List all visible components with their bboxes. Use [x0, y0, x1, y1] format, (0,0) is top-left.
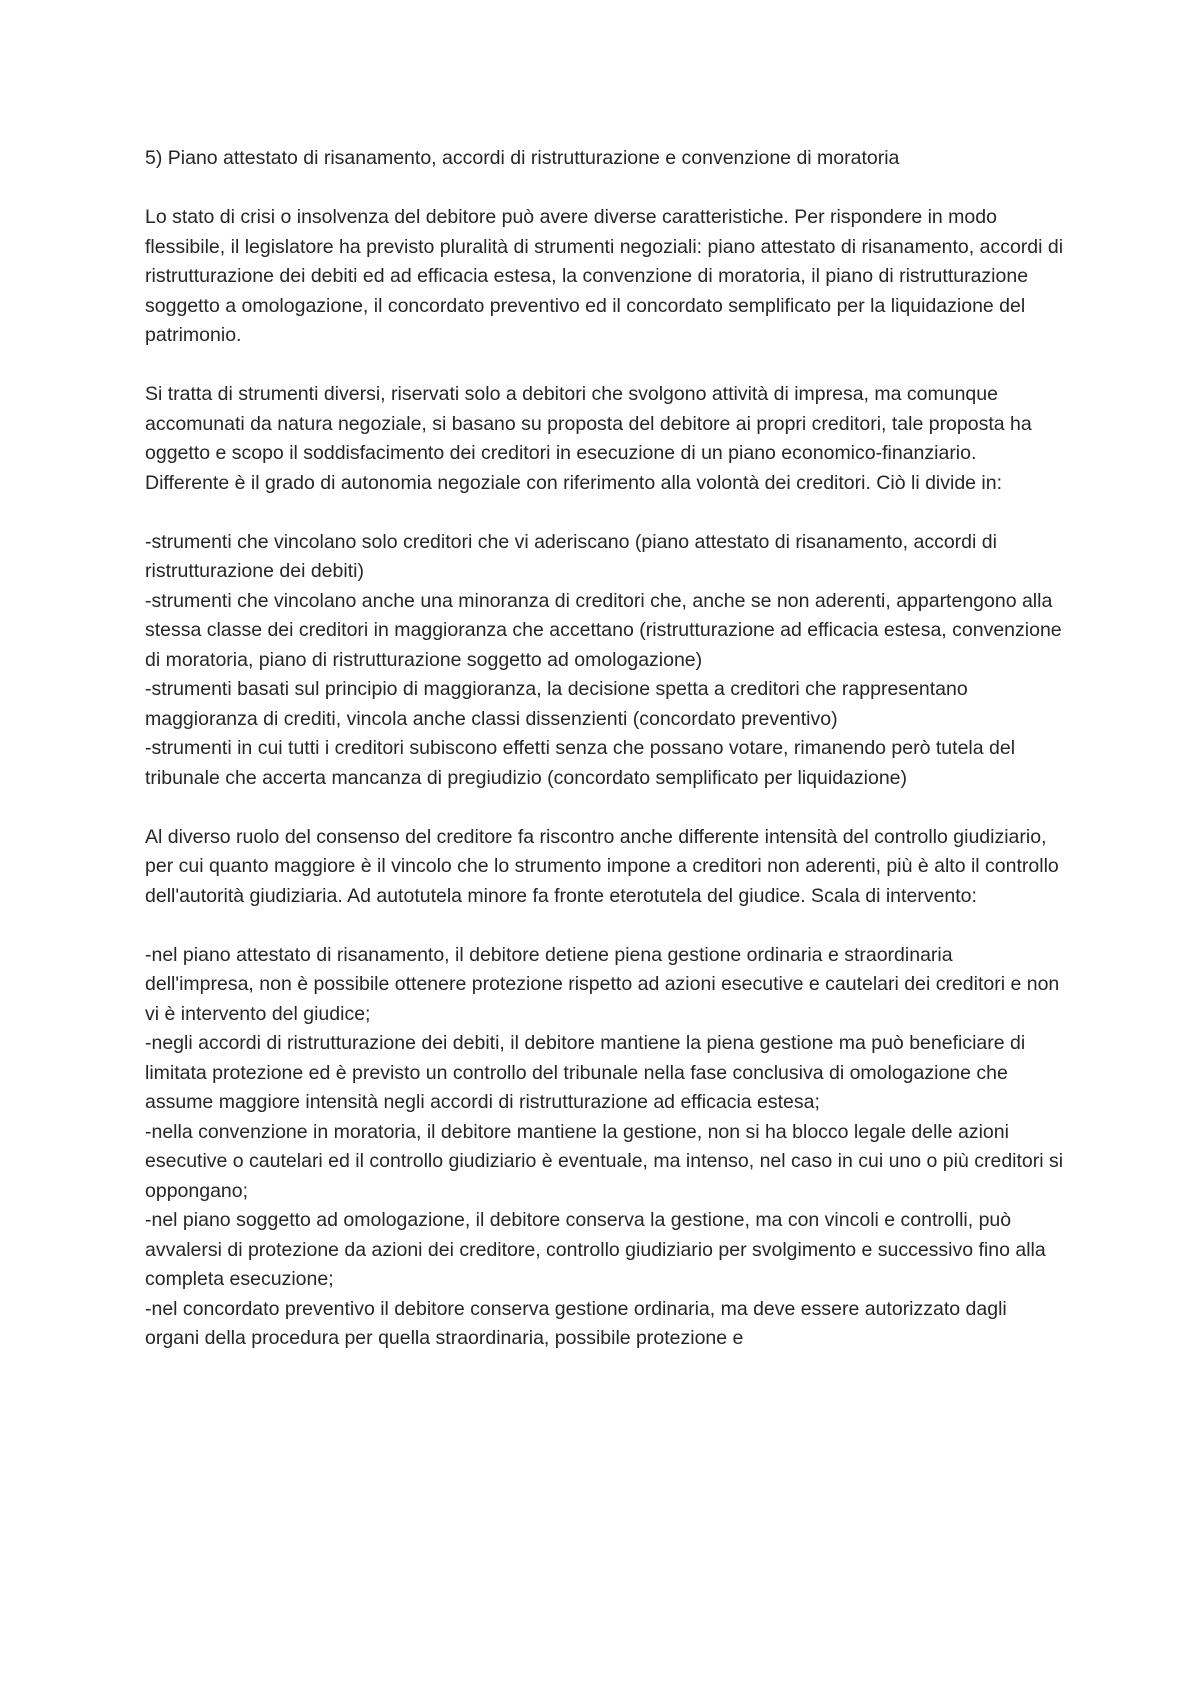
- paragraph-autonomia: Differente è il grado di autonomia negoziale con riferimento alla volontà dei creditori. Ciò li divide in:: [145, 471, 1003, 494]
- list-item-maggioranza: -strumenti basati sul principio di maggioranza, la decisione spetta a creditori che rappresentano maggioranza di crediti, vincola anche classi dissenzienti (concordato preventivo): [145, 678, 968, 730]
- paragraph-strumenti: Si tratta di strumenti diversi, riservati solo a debitori che svolgono attività di impresa, ma comunque accomunati da natura negoziale, si basano su proposta del debitore ai propri creditori, tale proposta ha oggetto e scopo il soddisfacimento dei creditori in esecuzione di un piano economico-finanziario.: [145, 383, 1032, 464]
- paragraph-controllo-giudiziario: Al diverso ruolo del consenso del creditore fa riscontro anche differente intensità del controllo giudiziario, per cui quanto maggiore è il vincolo che lo strumento impone a creditori non aderenti, più è alto il controllo dell'autorità giudiziaria. Ad autotutela minore fa fronte eterotutela del giudice. Scala di intervento:: [145, 825, 1059, 907]
- list-item-vincolano-aderenti: -strumenti che vincolano solo creditori che vi aderiscano (piano attestato di risanamento, accordi di ristrutturazione dei debiti): [145, 530, 997, 582]
- list-item-piano-omologazione: -nel piano soggetto ad omologazione, il debitore conserva la gestione, ma con vincoli e controlli, può avvalersi di protezione da azioni dei creditore, controllo giudiziario per svolgimento e successivo fino alla completa esecuzione;: [145, 1209, 1046, 1290]
- paragraph-intro: Lo stato di crisi o insolvenza del debitore può avere diverse caratteristiche. Per rispondere in modo flessibile, il legislatore ha previsto pluralità di strumenti negoziali: piano attestato di risanamento, accordi di ristrutturazione dei debiti ed ad efficacia estesa, la convenzione di moratoria, il piano di ristrutturazione soggetto a omologazione, il concordato preventivo ed il concordato semplificato per la liquidazione del patrimonio.: [145, 206, 1064, 346]
- list-item-senza-voto: -strumenti in cui tutti i creditori subiscono effetti senza che possano votare, rimanendo però tutela del tribunale che accerta mancanza di pregiudizio (concordato semplificato per liquidazione): [145, 737, 1016, 789]
- list-item-vincolano-minoranza: -strumenti che vincolano anche una minoranza di creditori che, anche se non aderenti, appartengono alla stessa classe dei creditori in maggioranza che accettano (ristrutturazione ad efficacia estesa, convenzione di moratoria, piano di ristrutturazione soggetto ad omologazione): [145, 589, 1062, 671]
- document-body: [145, 144, 1065, 1354]
- list-item-concordato-preventivo: -nel concordato preventivo il debitore conserva gestione ordinaria, ma deve essere autorizzato dagli organi della procedura per quella straordinaria, possibile protezione e: [145, 1297, 1007, 1349]
- list-item-accordi-ristrutturazione: -negli accordi di ristrutturazione dei debiti, il debitore mantiene la piena gestione ma può beneficiare di limitata protezione ed è previsto un controllo del tribunale nella fase conclusiva di omologazione che assume maggiore intensità negli accordi di ristrutturazione ad efficacia estesa;: [145, 1032, 1026, 1113]
- section-title: 5) Piano attestato di risanamento, accordi di ristrutturazione e convenzione di moratoria: [145, 147, 900, 169]
- list-item-piano-attestato: -nel piano attestato di risanamento, il debitore detiene piena gestione ordinaria e straordinaria dell'impresa, non è possibile ottenere protezione rispetto ad azioni esecutive e cautelari dei creditori e non vi è intervento del giudice;: [145, 943, 1060, 1025]
- list-item-convenzione-moratoria: -nella convenzione in moratoria, il debitore mantiene la gestione, non si ha blocco legale delle azioni esecutive o cautelari ed il controllo giudiziario è eventuale, ma intenso, nel caso in cui uno o più creditori si oppongano;: [145, 1120, 1064, 1202]
